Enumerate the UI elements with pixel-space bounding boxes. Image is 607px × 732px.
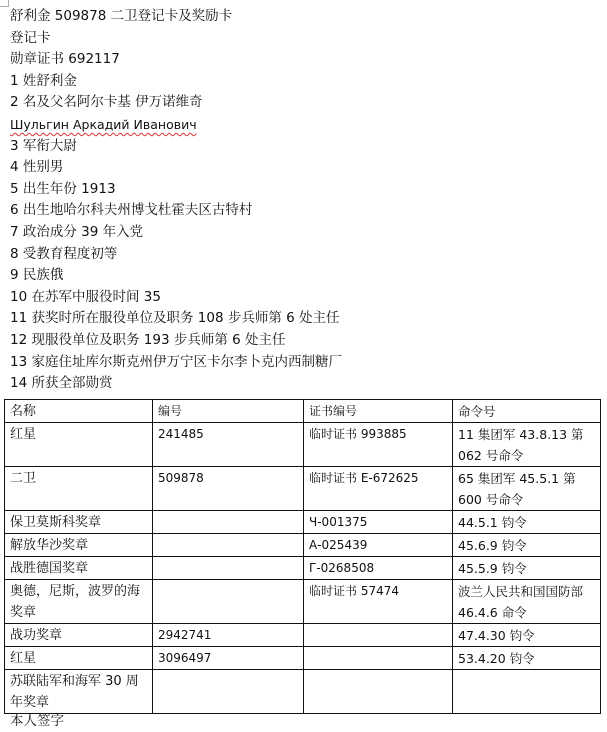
- cell-certificate: А-025439: [304, 534, 453, 557]
- field-birth-year: 5 出生年份 1913: [10, 180, 116, 197]
- cell-certificate: 临时证书 E-672625: [304, 467, 453, 511]
- cell-certificate: Г-0268508: [304, 557, 453, 580]
- cell-name: 奥德，尼斯，波罗的海奖章: [5, 580, 153, 624]
- table-header-row: [5, 400, 601, 423]
- table-row: [5, 534, 601, 557]
- signature-label: 本人签字: [10, 713, 64, 729]
- cell-number: [153, 557, 304, 580]
- doc-title: 舒利金 509878 二卫登记卡及奖励卡: [10, 8, 233, 24]
- table-row: [5, 423, 601, 467]
- cell-number: [153, 580, 304, 624]
- cell-name: 红星: [5, 647, 153, 670]
- cell-order: 波兰人民共和国国防部 46.4.6 命令: [453, 580, 601, 624]
- field-current-unit: 12 现服役单位及职务 193 步兵师第 6 处主任: [10, 331, 286, 348]
- table-row: [5, 670, 601, 714]
- field-party: 7 政治成分 39 年入党: [10, 223, 144, 240]
- cell-order: 65 集团军 45.5.1 第 600 号命令: [453, 467, 601, 511]
- cell-order: 44.5.1 钧令: [453, 511, 601, 534]
- table-row: [5, 557, 601, 580]
- cell-certificate: Ч-001375: [304, 511, 453, 534]
- awards-table: [4, 399, 601, 714]
- table-row: [5, 467, 601, 511]
- card-label: 登记卡: [10, 29, 51, 46]
- field-unit-at-award: 11 获奖时所在服役单位及职务 108 步兵师第 6 处主任: [10, 310, 340, 327]
- table-row: [5, 580, 601, 624]
- cell-name: 保卫莫斯科奖章: [5, 511, 153, 534]
- russian-name: Шульгин Аркадий Иванович: [10, 116, 197, 132]
- field-rank: 3 军衔大尉: [10, 137, 77, 154]
- cell-certificate: 临时证书 993885: [304, 423, 453, 467]
- cell-number: 2942741: [153, 624, 304, 647]
- cell-name: 二卫: [5, 467, 153, 511]
- cell-number: 3096497: [153, 647, 304, 670]
- cell-name: 红星: [5, 423, 153, 467]
- header-name: 名称: [5, 400, 153, 423]
- cell-name: 苏联陆军和海军 30 周年奖章: [5, 670, 153, 714]
- cell-order: 53.4.20 钧令: [453, 647, 601, 670]
- card-text: [10, 6, 342, 395]
- cell-certificate: [304, 624, 453, 647]
- cell-name: 战胜德国奖章: [5, 557, 153, 580]
- cell-name: 战功奖章: [5, 624, 153, 647]
- field-birthplace: 6 出生地哈尔科夫州博戈杜霍夫区古特村: [10, 202, 253, 219]
- field-surname: 1 姓舒利金: [10, 72, 77, 89]
- cell-name: 解放华沙奖章: [5, 534, 153, 557]
- field-address: 13 家庭住址库尔斯克州伊万宁区卡尔李卜克内西制糖厂: [10, 353, 342, 370]
- cell-order: 45.5.9 钧令: [453, 557, 601, 580]
- cell-certificate: [304, 670, 453, 714]
- field-ethnicity: 9 民族俄: [10, 267, 64, 284]
- cell-number: [153, 511, 304, 534]
- page-corner-marker: [0, 0, 9, 7]
- field-awards-heading: 14 所获全部勋赏: [10, 375, 113, 392]
- field-name-patronymic: 2 名及父名阿尔卡基 伊万诺维奇: [10, 94, 203, 111]
- cell-order: 45.6.9 钧令: [453, 534, 601, 557]
- cell-number: [153, 670, 304, 714]
- cell-number: 509878: [153, 467, 304, 511]
- field-gender: 4 性别男: [10, 159, 64, 176]
- cell-order: 11 集团军 43.8.13 第 062 号命令: [453, 423, 601, 467]
- cell-certificate: [304, 647, 453, 670]
- header-certificate: 证书编号: [304, 400, 453, 423]
- field-education: 8 受教育程度初等: [10, 245, 118, 262]
- cell-order: 47.4.30 钧令: [453, 624, 601, 647]
- table-row: [5, 624, 601, 647]
- cell-certificate: 临时证书 57474: [304, 580, 453, 624]
- cell-order: [453, 670, 601, 714]
- table-row: [5, 511, 601, 534]
- header-number: 编号: [153, 400, 304, 423]
- cell-number: 241485: [153, 423, 304, 467]
- cell-number: [153, 534, 304, 557]
- field-service-since: 10 在苏军中服役时间 35: [10, 288, 161, 305]
- header-order: 命令号: [453, 400, 601, 423]
- certificate-number: 勋章证书 692117: [10, 51, 120, 68]
- table-row: [5, 647, 601, 670]
